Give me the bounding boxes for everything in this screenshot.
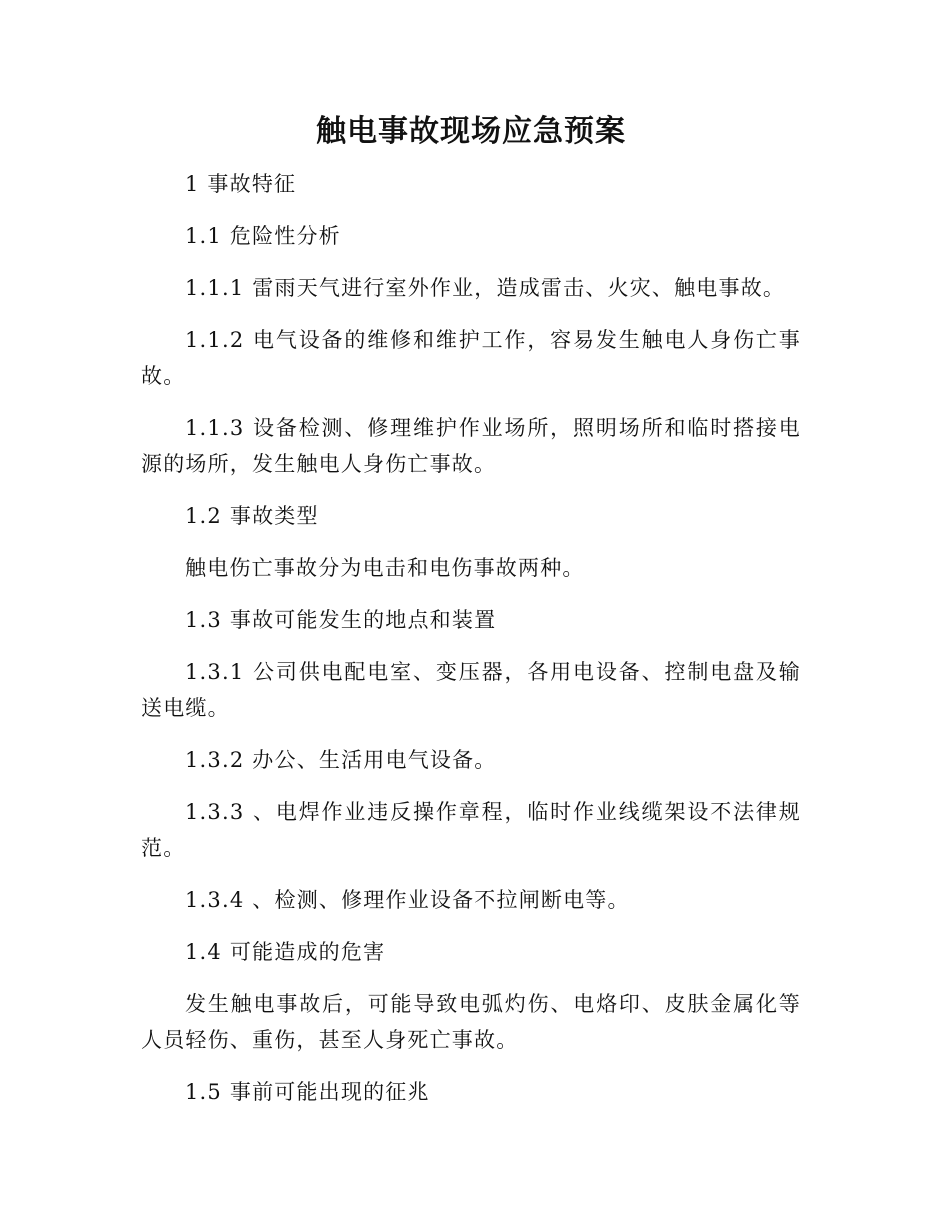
document-title: 触电事故现场应急预案 bbox=[316, 114, 626, 149]
section-heading-1: 1 事故特征 bbox=[185, 172, 297, 196]
paragraph-1-1-3: 1.1.3 设备检测、修理维护作业场所，照明场所和临时搭接电源的场所，发生触电人身伤亡事故。 bbox=[141, 416, 801, 476]
section-heading-1-2: 1.2 事故类型 bbox=[185, 504, 319, 528]
paragraph-1-3-3: 1.3.3 、电焊作业违反操作章程，临时作业线缆架设不法律规范。 bbox=[141, 800, 801, 860]
section-heading-1-4: 1.4 可能造成的危害 bbox=[185, 940, 386, 964]
paragraph-possible-harm: 发生触电事故后，可能导致电弧灼伤、电烙印、皮肤金属化等人员轻伤、重伤，甚至人身死亡事故。 bbox=[141, 992, 801, 1052]
section-heading-1-3: 1.3 事故可能发生的地点和装置 bbox=[185, 608, 497, 632]
paragraph-1-3-4: 1.3.4 、检测、修理作业设备不拉闸断电等。 bbox=[185, 888, 630, 912]
document-body bbox=[141, 108, 801, 1126]
paragraph-accident-types: 触电伤亡事故分为电击和电伤事故两种。 bbox=[185, 556, 585, 580]
paragraph-1-3-1: 1.3.1 公司供电配电室、变压器，各用电设备、控制电盘及输送电缆。 bbox=[141, 660, 801, 720]
section-heading-1-5: 1.5 事前可能出现的征兆 bbox=[185, 1080, 430, 1104]
paragraph-1-3-2: 1.3.2 办公、生活用电气设备。 bbox=[185, 748, 497, 772]
section-heading-1-1: 1.1 危险性分析 bbox=[185, 224, 341, 248]
paragraph-1-1-2: 1.1.2 电气设备的维修和维护工作，容易发生触电人身伤亡事故。 bbox=[141, 328, 801, 388]
paragraph-1-1-1: 1.1.1 雷雨天气进行室外作业，造成雷击、火灾、触电事故。 bbox=[185, 276, 786, 300]
